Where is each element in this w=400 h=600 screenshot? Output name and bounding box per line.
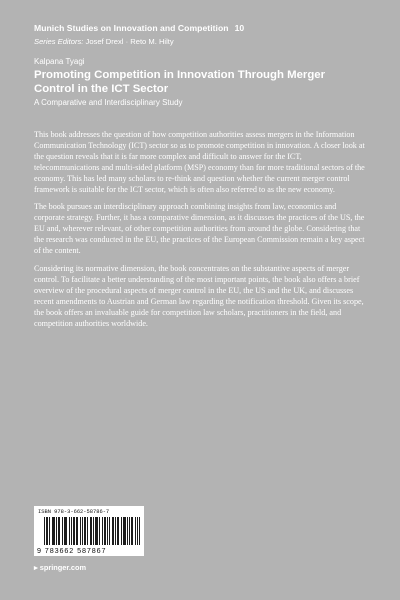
series-editors-names: Josef Drexl · Reto M. Hilty [85, 37, 174, 46]
barcode-bar [121, 517, 122, 545]
barcode-bar [117, 517, 118, 545]
blurb-paragraph: This book addresses the question of how competition authorities assess mergers in the Information Communication Technology (ICT) sector so as to promote competition in innovation. A closer look at the question reveals that it is far more complex and difficult to answer for the ICT, telecommunications and multi-sided platform (MSP) economy than for more traditional sectors of the economy. This has led many scholars to re-think and question whether the current merger control framework is suitable for the ICT sector, which is often also referred to as the new economy. [34, 130, 365, 195]
barcode-bar [85, 517, 86, 545]
barcode-bar [76, 517, 77, 545]
arrow-right-icon: ▸ [34, 563, 38, 572]
barcode-bar [96, 517, 97, 545]
barcode-bar [69, 517, 70, 545]
blurb-paragraph: Considering its normative dimension, the book concentrates on the substantive aspects of merger control. To facilitate a better understanding of the most important points, the book also offers a brief overview of the procedural aspects of merger control in the EU, the US and the UK, and discusses recent amendments to Austrian and German law regarding the notification threshold. Given its scope, the book offers an invaluable guide for competition law scholars, practitioners in the field, and competition authorities worldwide. [34, 263, 364, 328]
barcode-bar [99, 517, 100, 545]
barcode-bar [44, 517, 45, 545]
book-subtitle: A Comparative and Interdisciplinary Study [34, 98, 183, 107]
barcode-bar [93, 517, 94, 545]
barcode-bar [64, 517, 65, 545]
barcode-bar [115, 517, 116, 545]
back-cover-blurb [34, 129, 367, 335]
publisher-link[interactable] [34, 563, 86, 572]
barcode-bar [129, 517, 130, 545]
barcode-bar [84, 517, 85, 545]
blurb-paragraph: The book pursues an interdisciplinary approach combining insights from law, economics and corporate strategy. Further, it has a comparative dimension, as it discusses the practices of the US, the EU and, wherever relevant, of other competition authorities from around the globe. Considering that the research was conducted in the EU, the practices of the European Commission remain a key aspect of the content. [34, 202, 365, 256]
barcode-bar [62, 517, 63, 545]
barcode-bar [71, 517, 72, 545]
barcode-bar [107, 517, 108, 545]
barcode-bar [105, 517, 106, 545]
series-title [34, 23, 244, 33]
barcode-bar [139, 517, 140, 545]
series-editors [34, 37, 174, 46]
barcode-bar [112, 517, 113, 545]
barcode-bar [80, 517, 81, 545]
barcode-bar [47, 517, 48, 545]
barcode-bar [104, 517, 105, 545]
barcode-bar [53, 517, 54, 545]
barcode-bar [118, 517, 119, 545]
barcode-bars [44, 517, 140, 545]
barcode-bar [90, 517, 91, 545]
barcode-bar [65, 517, 66, 545]
barcode-bar [137, 517, 138, 545]
barcode-bar [127, 517, 128, 545]
barcode-bar [77, 517, 78, 545]
barcode-bar [123, 517, 124, 545]
barcode-bar [95, 517, 96, 545]
barcode-bar [102, 517, 103, 545]
barcode-bar [82, 517, 83, 545]
barcode-bar [46, 517, 47, 545]
publisher-url: springer.com [39, 563, 87, 572]
barcode-bar [49, 517, 50, 545]
barcode-bar [52, 517, 53, 545]
barcode-bar [109, 517, 110, 545]
barcode-bar [113, 517, 114, 545]
barcode-bar [97, 517, 98, 545]
series-volume: 10 [234, 23, 245, 33]
barcode-bar [73, 517, 74, 545]
barcode-bar [125, 517, 126, 545]
series-name: Munich Studies on Innovation and Competition [34, 23, 229, 33]
barcode-bar [131, 517, 132, 545]
barcode-bar [58, 517, 59, 545]
book-title: Promoting Competition in Innovation Through Merger Control in the ICT Sector [34, 69, 326, 95]
book-author: Kalpana Tyagi [34, 57, 85, 66]
barcode-bar [132, 517, 133, 545]
isbn-label: ISBN 978-3-662-58786-7 [38, 509, 110, 515]
barcode-digits: 9 783662 587867 [37, 546, 107, 555]
barcode-bar [87, 517, 88, 545]
barcode-bar [66, 517, 67, 545]
barcode-bar [56, 517, 57, 545]
barcode-bar [54, 517, 55, 545]
isbn-barcode [34, 506, 144, 556]
barcode-bar [135, 517, 136, 545]
barcode-bar [74, 517, 75, 545]
barcode-bar [59, 517, 60, 545]
barcode-bar [91, 517, 92, 545]
series-editors-label: Series Editors: [34, 37, 84, 46]
barcode-bar [124, 517, 125, 545]
